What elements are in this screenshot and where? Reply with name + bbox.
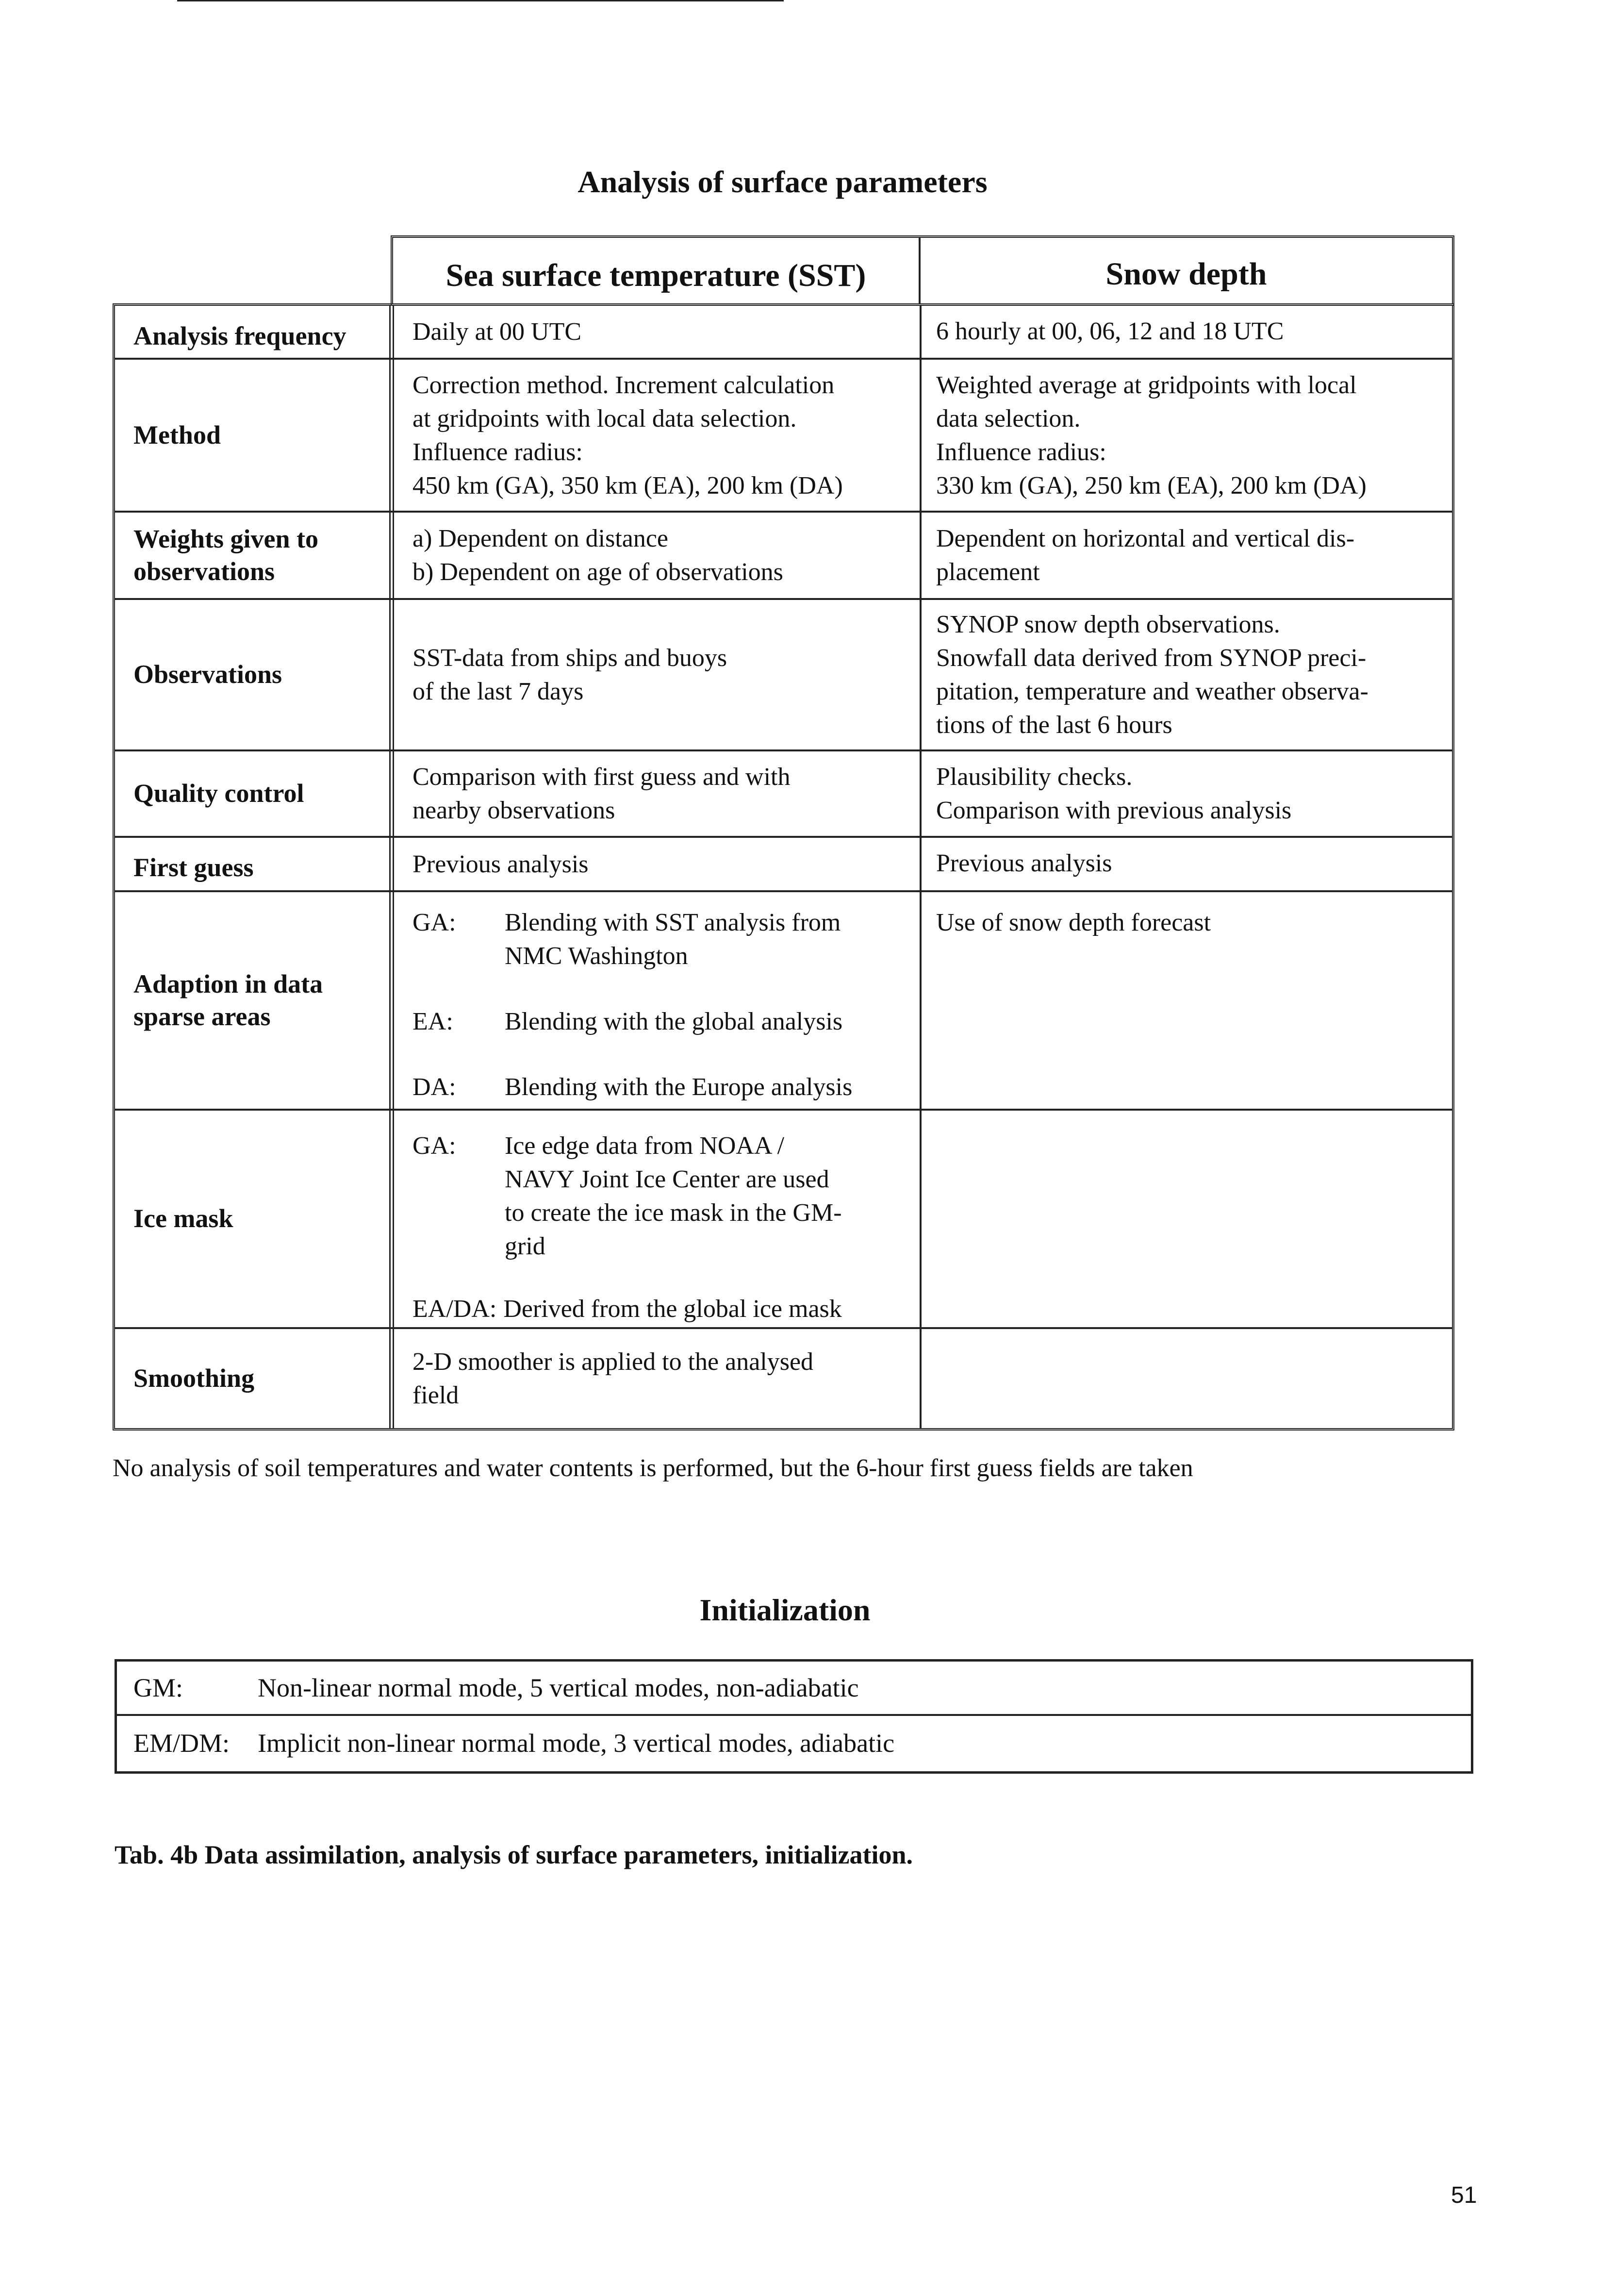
cell-line: 330 km (GA), 250 km (EA), 200 km (DA)	[936, 471, 1367, 499]
sst-cell	[394, 360, 922, 511]
table-row	[117, 1716, 1471, 1770]
table-row	[115, 751, 1452, 838]
top-rule	[177, 0, 784, 1]
cell-line: 2-D smoother is applied to the analysed	[412, 1348, 814, 1376]
sst-cell	[394, 838, 922, 890]
cell-line	[412, 1292, 920, 1326]
snow-cell	[922, 360, 1452, 511]
sst-cell	[394, 1111, 922, 1327]
snow-cell	[922, 306, 1452, 358]
row-label: Analysis frequency	[115, 306, 394, 358]
cell-line: grid	[505, 1232, 545, 1260]
area-code: GA:	[412, 909, 456, 936]
initialization-title: Initialization	[699, 1593, 871, 1627]
cell-line: SST-data from ships and buoys	[412, 644, 727, 672]
table-row	[115, 600, 1452, 751]
cell-line: 450 km (GA), 350 km (EA), 200 km (DA)	[412, 471, 843, 499]
cell-line: pitation, temperature and weather observa-	[936, 678, 1368, 705]
sst-cell	[394, 600, 922, 749]
header-snow-depth: Snow depth	[1105, 256, 1267, 292]
snow-cell	[922, 892, 1452, 1109]
cell-text: Blending with the global analysis	[505, 1008, 843, 1035]
table-row	[115, 1329, 1452, 1428]
cell-line: 6 hourly at 00, 06, 12 and 18 UTC	[936, 317, 1284, 345]
cell-line: Comparison with first guess and with	[412, 763, 791, 791]
cell-text: Blending with the Europe analysis	[505, 1073, 853, 1101]
area-code: EA/DA:	[412, 1295, 497, 1323]
table-caption: Tab. 4b Data assimilation, analysis of surface parameters, initialization.	[115, 1840, 913, 1869]
table-row	[115, 360, 1452, 513]
cell-line: a) Dependent on distance	[412, 525, 669, 552]
model-code: GM:	[133, 1673, 183, 1702]
cell-line: tions of the last 6 hours	[936, 711, 1172, 739]
cell-line: of the last 7 days	[412, 678, 584, 705]
sst-cell	[394, 306, 922, 358]
surface-analysis-title: Analysis of surface parameters	[577, 165, 988, 199]
area-code: GA:	[412, 1132, 456, 1160]
cell-line: SYNOP snow depth observations.	[936, 611, 1280, 638]
cell-line: b) Dependent on age of observations	[412, 558, 783, 586]
row-label: Method	[115, 360, 394, 511]
header-sst: Sea surface temperature (SST)	[393, 238, 921, 303]
row-label: Quality control	[115, 751, 394, 836]
sst-cell	[394, 751, 922, 836]
table-row	[115, 513, 1452, 600]
snow-cell	[922, 1329, 1452, 1428]
cell-line: Dependent on horizontal and vertical dis-	[936, 525, 1355, 552]
snow-cell	[922, 751, 1452, 836]
init-text: Implicit non-linear normal mode, 3 vertical modes, adiabatic	[258, 1729, 895, 1758]
cell-line: Weighted average at gridpoints with local	[936, 371, 1357, 399]
cell-line: field	[412, 1381, 459, 1409]
cell-line	[412, 1129, 920, 1163]
cell-line: NAVY Joint Ice Center are used	[505, 1165, 829, 1193]
row-label: First guess	[115, 838, 394, 890]
surface-analysis-table	[113, 235, 1454, 1431]
cell-line: Use of snow depth forecast	[936, 909, 1211, 936]
cell-line: nearby observations	[412, 797, 615, 824]
cell-line: Previous analysis	[412, 850, 589, 878]
cell-line	[412, 906, 920, 939]
table-row	[115, 306, 1452, 360]
cell-line: Previous analysis	[936, 849, 1112, 877]
initialization-table	[115, 1659, 1473, 1774]
table-row	[115, 1111, 1452, 1329]
area-code: DA:	[412, 1073, 456, 1101]
snow-cell	[922, 513, 1452, 598]
sst-cell	[394, 892, 922, 1109]
row-label: Adaption in data sparse areas	[115, 892, 394, 1109]
row-label: Smoothing	[115, 1329, 394, 1428]
cell-line: Daily at 00 UTC	[412, 318, 582, 346]
sst-cell	[394, 513, 922, 598]
cell-text: Ice edge data from NOAA /	[505, 1132, 785, 1160]
table-header	[391, 235, 1454, 306]
table-row	[115, 892, 1452, 1111]
table-row	[115, 838, 1452, 892]
cell-line: placement	[936, 558, 1040, 586]
row-label: Ice mask	[115, 1111, 394, 1327]
cell-line: Correction method. Increment calculation	[412, 371, 835, 399]
cell-line: at gridpoints with local data selection.	[412, 404, 797, 433]
init-text: Non-linear normal mode, 5 vertical modes, non-adiabatic	[258, 1673, 859, 1702]
sst-cell	[394, 1329, 922, 1428]
cell-line: Influence radius:	[412, 438, 583, 466]
soil-note: No analysis of soil temperatures and water contents is performed, but the 6-hour first guess fields are taken	[113, 1454, 1193, 1482]
row-label: Weights given to observations	[115, 513, 394, 598]
cell-line: Comparison with previous analysis	[936, 797, 1292, 824]
table-row	[117, 1662, 1471, 1716]
cell-line: Plausibility checks.	[936, 763, 1133, 791]
snow-cell	[922, 1111, 1452, 1327]
cell-line: data selection.	[936, 404, 1081, 433]
cell-line: Snowfall data derived from SYNOP preci-	[936, 644, 1367, 672]
cell-text: Blending with SST analysis from	[505, 909, 841, 936]
cell-line	[412, 1005, 920, 1038]
snow-cell	[922, 838, 1452, 890]
model-code: EM/DM:	[133, 1729, 230, 1758]
cell-text: Derived from the global ice mask	[503, 1295, 842, 1323]
page-number: 51	[1451, 2182, 1477, 2208]
cell-line: NMC Washington	[505, 942, 688, 970]
snow-cell	[922, 600, 1452, 749]
cell-line: to create the ice mask in the GM-	[505, 1199, 842, 1227]
table-body	[113, 303, 1454, 1431]
area-code: EA:	[412, 1008, 453, 1035]
cell-line: Influence radius:	[936, 438, 1106, 466]
cell-line	[412, 1070, 920, 1104]
row-label: Observations	[115, 600, 394, 749]
